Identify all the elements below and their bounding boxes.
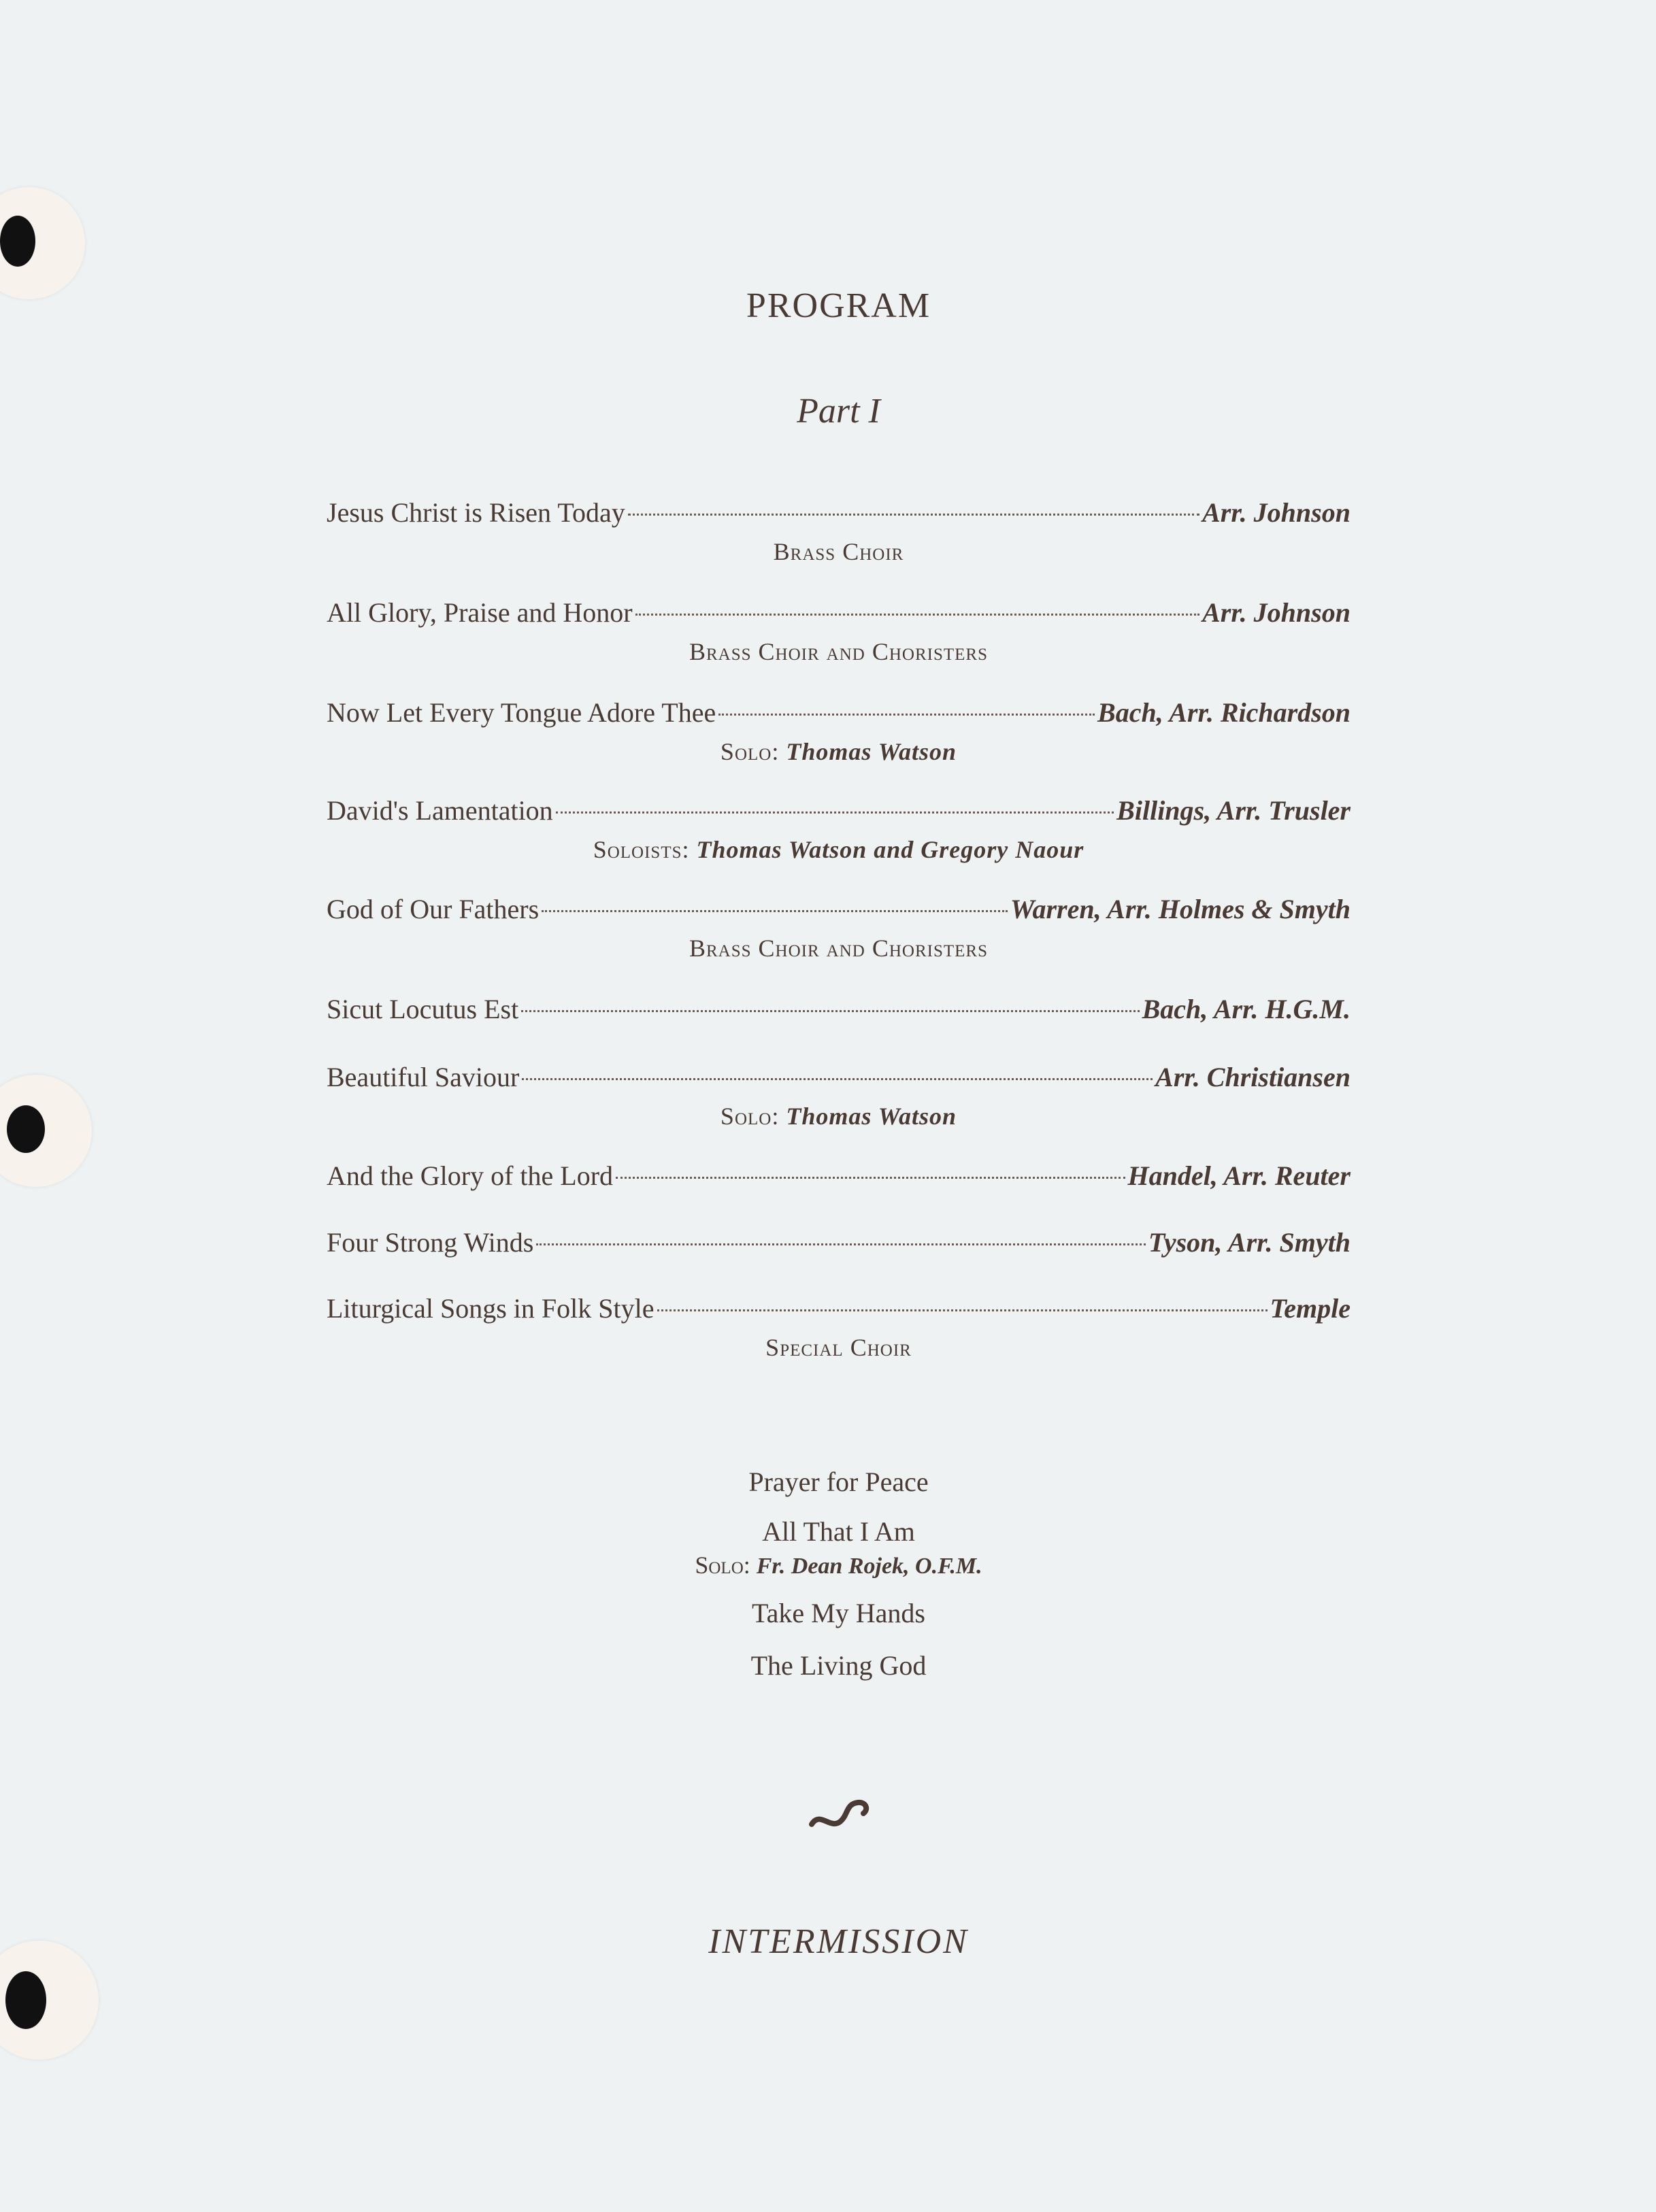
folk-song-title: Take My Hands	[752, 1598, 925, 1628]
performer-line	[327, 835, 1351, 864]
dot-leader	[616, 1177, 1125, 1179]
piece-title: All Glory, Praise and Honor	[327, 597, 633, 628]
dot-leader	[628, 514, 1199, 516]
folk-song-title: Prayer for Peace	[748, 1467, 929, 1497]
performer-names: Thomas Watson	[786, 1103, 957, 1130]
performer-line	[327, 1333, 1351, 1362]
program-entry	[327, 794, 1351, 864]
swash-ornament-icon	[806, 1796, 874, 1837]
performer-names: Thomas Watson	[786, 738, 957, 765]
piece-composer: Handel, Arr. Reuter	[1127, 1160, 1351, 1191]
dot-leader	[718, 714, 1095, 716]
piece-composer: Warren, Arr. Holmes & Smyth	[1010, 894, 1351, 924]
dot-leader	[536, 1243, 1146, 1245]
program-entry	[327, 697, 1351, 766]
intermission-heading: INTERMISSION	[708, 1922, 969, 1961]
piece-title: Sicut Locutus Est	[327, 994, 519, 1024]
piece-composer: Arr. Johnson	[1202, 597, 1351, 628]
performer-label: Special Choir	[765, 1334, 912, 1361]
dot-leader	[556, 811, 1114, 814]
piece-composer: Arr. Christiansen	[1155, 1062, 1351, 1092]
performer-line	[327, 537, 1351, 566]
folk-song-title: The Living God	[750, 1650, 927, 1681]
program-entry	[327, 597, 1351, 666]
performer-names: Thomas Watson and Gregory Naour	[696, 836, 1084, 863]
dot-leader	[521, 1010, 1139, 1012]
performer-label: Brass Choir and Choristers	[689, 935, 988, 962]
dot-leader	[522, 1078, 1153, 1080]
program-entry	[327, 1160, 1351, 1196]
page-title: PROGRAM	[746, 286, 931, 325]
folk-song-solo	[327, 1551, 1351, 1579]
performer-line	[327, 637, 1351, 666]
program-entry	[327, 1226, 1351, 1263]
binder-hole-top	[0, 187, 85, 299]
piece-title: Liturgical Songs in Folk Style	[327, 1293, 655, 1324]
performer-line	[327, 737, 1351, 766]
program-entry	[327, 893, 1351, 962]
piece-title: Four Strong Winds	[327, 1227, 534, 1258]
program-entry	[327, 497, 1351, 566]
performer-label: Solo:	[720, 1103, 780, 1130]
solo-label: Solo:	[695, 1552, 750, 1579]
performer-line	[327, 1102, 1351, 1130]
part-heading: Part I	[797, 392, 880, 431]
piece-composer: Temple	[1270, 1293, 1351, 1324]
performer-line	[327, 934, 1351, 962]
dot-leader	[635, 614, 1200, 616]
piece-composer: Billings, Arr. Trusler	[1116, 795, 1351, 826]
piece-composer: Arr. Johnson	[1202, 497, 1351, 528]
piece-title: Now Let Every Tongue Adore Thee	[327, 697, 716, 728]
piece-composer: Bach, Arr. Richardson	[1097, 697, 1351, 728]
piece-title: Beautiful Saviour	[327, 1062, 520, 1092]
dot-leader	[657, 1309, 1268, 1311]
dot-leader	[542, 910, 1008, 912]
performer-label: Solo:	[720, 738, 780, 765]
program-entry	[327, 1061, 1351, 1130]
piece-title: David's Lamentation	[327, 795, 553, 826]
solo-name: Fr. Dean Rojek, O.F.M.	[756, 1554, 982, 1579]
piece-composer: Tyson, Arr. Smyth	[1148, 1227, 1351, 1258]
program-entry	[327, 1292, 1351, 1362]
binder-hole-middle	[0, 1075, 92, 1187]
piece-composer: Bach, Arr. H.G.M.	[1142, 994, 1351, 1024]
folk-song-title: All That I Am	[762, 1516, 915, 1547]
piece-title: God of Our Fathers	[327, 894, 540, 924]
performer-label: Brass Choir	[773, 538, 904, 565]
program-entry	[327, 993, 1351, 1030]
piece-title: Jesus Christ is Risen Today	[327, 497, 625, 528]
binder-hole-bottom	[0, 1941, 99, 2060]
performer-label: Brass Choir and Choristers	[689, 638, 988, 665]
performer-label: Soloists:	[593, 836, 690, 863]
piece-title: And the Glory of the Lord	[327, 1160, 614, 1191]
